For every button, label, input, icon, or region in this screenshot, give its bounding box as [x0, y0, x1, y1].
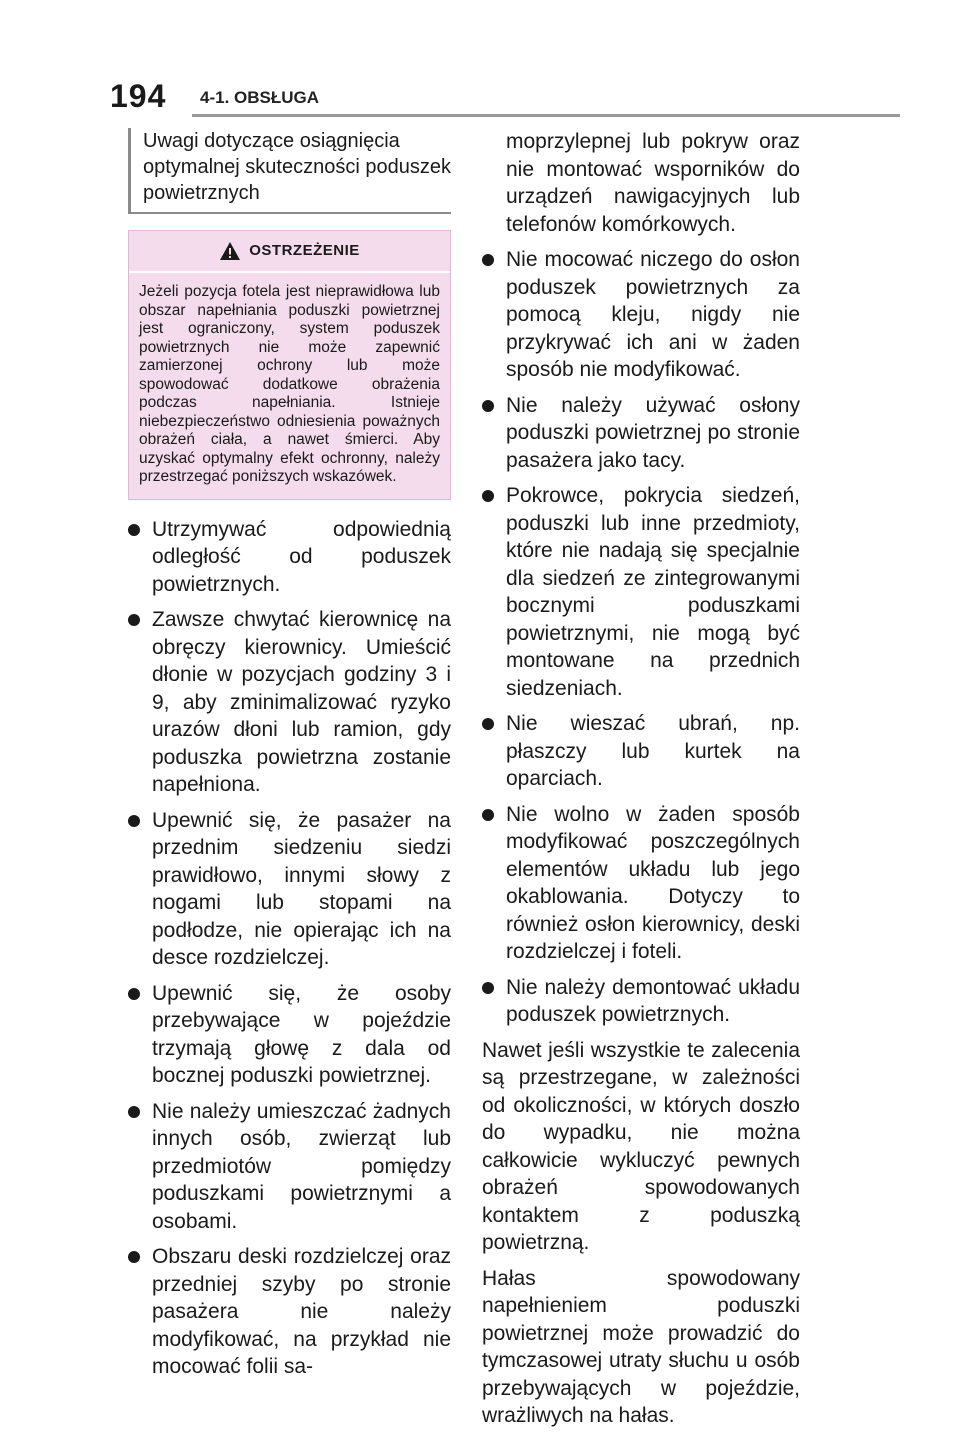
right-column [482, 128, 800, 1438]
list-item: Pokrowce, pokrycia siedzeń, poduszki lub inne przedmioty, które nie nadają się specjalnie dla siedzeń ze zintegrowanymi bocznymi poduszkami powietrznymi, nie mogą być montowane na przednich siedzeniach. [482, 482, 800, 702]
warning-box [128, 230, 451, 500]
list-item: Nie wolno w żaden sposób modyfikować poszczególnych elementów układu lub jego okablowania. Dotyczy to również osłon kierownicy, deski rozdzielczej i foteli. [482, 801, 800, 966]
paragraph: Nawet jeśli wszystkie te zalecenia są przestrzegane, w zależności od okoliczności, w których doszło do wypadku, nie można całkowicie wykluczyć pewnych obrażeń spowodowanych kontaktem z poduszką powietrzną. [482, 1038, 800, 1254]
list-item: Obszaru deski rozdzielczej oraz przedniej szyby po stronie pasażera nie należy modyfikować, na przykład nie mocować folii sa- [128, 1243, 451, 1381]
warning-body: Jeżeli pozycja fotela jest nieprawidłowa lub obszar napełniania poduszki powietrznej jest ograniczony, system poduszek powietrznych nie może zapewnić zamierzonej ochrony lub może spowodować dodatkowe obrażenia podczas napełniania. Istnieje niebezpieczeństwo odniesienia poważnych obrażeń ciała, a nawet śmierci. Aby uzyskać optymalny efekt ochronny, należy przestrzegać poniższych wskazówek. [139, 283, 440, 485]
list-item: Utrzymywać odpowiednią odległość od poduszek powietrznych. [128, 516, 451, 599]
subheading-box [128, 128, 451, 214]
page-number: 194 [110, 78, 167, 114]
list-item: Nie należy używać osłony poduszki powietrznej po stronie pasażera jako tacy. [482, 392, 800, 475]
warning-triangle-icon [219, 241, 241, 261]
page-header [110, 78, 900, 118]
section-title: 4-1. OBSŁUGA [200, 88, 320, 107]
list-item: Nie wieszać ubrań, np. płaszczy lub kurtek na oparciach. [482, 710, 800, 793]
list-item: Nie należy umieszczać żadnych innych osób, zwierząt lub przedmiotów pomiędzy poduszkami powietrznymi a osobami. [128, 1098, 451, 1236]
left-column [128, 128, 451, 1389]
list-item: Upewnić się, że osoby przebywające w pojeździe trzymają głowę z dala od bocznej poduszki powietrznej. [128, 980, 451, 1090]
subheading: Uwagi dotyczące osiągnięcia optymalnej skuteczności poduszek powietrznych [143, 130, 451, 204]
paragraph: Hałas spowodowany napełnieniem poduszki powietrznej może prowadzić do tymczasowej utraty słuchu u osób przebywających w pojeździe, wrażliwych na hałas. [482, 1266, 800, 1427]
warning-title-row [129, 231, 450, 273]
warning-title: OSTRZEŻENIE [249, 242, 360, 260]
header-divider [192, 114, 900, 117]
list-item: Nie należy demontować układu poduszek powietrznych. [482, 974, 800, 1029]
list-item: Nie mocować niczego do osłon poduszek powietrznych za pomocą kleju, nigdy nie przykrywać ich ani w żaden sposób nie modyfikować. [482, 246, 800, 384]
list-item-continuation: moprzylepnej lub pokryw oraz nie montować wsporników do urządzeń nawigacyjnych lub telefonów komórkowych. [506, 130, 800, 236]
list-item: Upewnić się, że pasażer na przednim siedzeniu siedzi prawidłowo, innymi słowy z nogami lub stopami na podłodze, nie opierając ich na desce rozdzielczej. [128, 807, 451, 972]
list-item: Zawsze chwytać kierownicę na obręczy kierownicy. Umieścić dłonie w pozycjach godziny 3 i 9, aby zminimalizować ryzyko urazów dłoni lub ramion, gdy poduszka powietrzna zostanie napełniona. [128, 606, 451, 799]
